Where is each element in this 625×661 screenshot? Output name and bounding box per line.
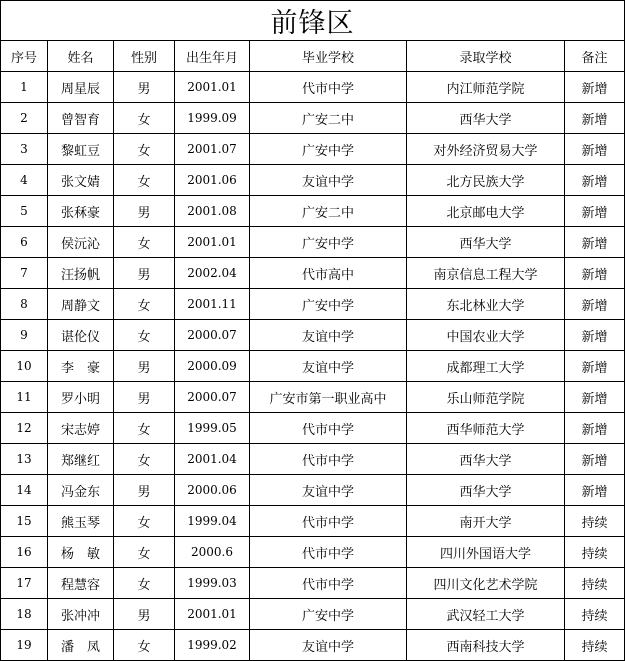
table-row — [1, 630, 625, 661]
cell-name: 侯沅沁 — [48, 227, 114, 258]
cell-graduated-school: 代市中学 — [250, 506, 407, 537]
cell-index: 6 — [1, 227, 48, 258]
cell-remark: 持续 — [565, 537, 625, 568]
table-row — [1, 413, 625, 444]
cell-index: 15 — [1, 506, 48, 537]
cell-gender: 男 — [114, 196, 175, 227]
cell-graduated-school: 友谊中学 — [250, 165, 407, 196]
table-row — [1, 444, 625, 475]
cell-name: 李 豪 — [48, 351, 114, 382]
cell-gender: 男 — [114, 382, 175, 413]
cell-index: 5 — [1, 196, 48, 227]
table-row — [1, 196, 625, 227]
cell-index: 16 — [1, 537, 48, 568]
cell-birth: 2001.01 — [175, 599, 250, 630]
cell-birth: 2000.07 — [175, 320, 250, 351]
cell-name: 汪扬帆 — [48, 258, 114, 289]
table-row — [1, 537, 625, 568]
col-header-graduated-school: 毕业学校 — [250, 41, 407, 72]
cell-admitted-school: 西华大学 — [407, 444, 565, 475]
cell-remark: 新增 — [565, 103, 625, 134]
table-row — [1, 568, 625, 599]
table-row — [1, 103, 625, 134]
cell-remark: 新增 — [565, 134, 625, 165]
cell-gender: 女 — [114, 506, 175, 537]
cell-graduated-school: 代市中学 — [250, 444, 407, 475]
cell-graduated-school: 代市中学 — [250, 537, 407, 568]
table-row — [1, 351, 625, 382]
cell-birth: 2001.04 — [175, 444, 250, 475]
cell-name: 程慧容 — [48, 568, 114, 599]
cell-birth: 2001.11 — [175, 289, 250, 320]
col-header-birth: 出生年月 — [175, 41, 250, 72]
cell-gender: 女 — [114, 444, 175, 475]
cell-index: 11 — [1, 382, 48, 413]
cell-index: 17 — [1, 568, 48, 599]
cell-graduated-school: 友谊中学 — [250, 351, 407, 382]
cell-birth: 2000.07 — [175, 382, 250, 413]
cell-admitted-school: 北京邮电大学 — [407, 196, 565, 227]
cell-name: 潘 凤 — [48, 630, 114, 661]
cell-graduated-school: 代市中学 — [250, 72, 407, 103]
table-row — [1, 165, 625, 196]
cell-admitted-school: 北方民族大学 — [407, 165, 565, 196]
col-header-gender: 性别 — [114, 41, 175, 72]
cell-index: 19 — [1, 630, 48, 661]
cell-remark: 新增 — [565, 72, 625, 103]
cell-admitted-school: 西南科技大学 — [407, 630, 565, 661]
cell-gender: 女 — [114, 413, 175, 444]
cell-graduated-school: 友谊中学 — [250, 630, 407, 661]
cell-remark: 持续 — [565, 599, 625, 630]
cell-admitted-school: 四川文化艺术学院 — [407, 568, 565, 599]
cell-admitted-school: 西华大学 — [407, 475, 565, 506]
cell-name: 罗小明 — [48, 382, 114, 413]
cell-gender: 女 — [114, 537, 175, 568]
cell-index: 12 — [1, 413, 48, 444]
cell-admitted-school: 东北林业大学 — [407, 289, 565, 320]
cell-name: 周星辰 — [48, 72, 114, 103]
cell-index: 2 — [1, 103, 48, 134]
cell-name: 张文婧 — [48, 165, 114, 196]
cell-gender: 女 — [114, 103, 175, 134]
cell-index: 3 — [1, 134, 48, 165]
cell-admitted-school: 四川外国语大学 — [407, 537, 565, 568]
cell-remark: 新增 — [565, 475, 625, 506]
cell-remark: 持续 — [565, 506, 625, 537]
cell-admitted-school: 武汉轻工大学 — [407, 599, 565, 630]
cell-graduated-school: 广安中学 — [250, 134, 407, 165]
cell-gender: 男 — [114, 351, 175, 382]
cell-index: 1 — [1, 72, 48, 103]
header-row — [1, 41, 625, 72]
cell-admitted-school: 西华大学 — [407, 103, 565, 134]
cell-admitted-school: 内江师范学院 — [407, 72, 565, 103]
table-row — [1, 227, 625, 258]
cell-admitted-school: 西华师范大学 — [407, 413, 565, 444]
cell-gender: 女 — [114, 289, 175, 320]
cell-graduated-school: 友谊中学 — [250, 475, 407, 506]
cell-birth: 2001.07 — [175, 134, 250, 165]
cell-name: 熊玉琴 — [48, 506, 114, 537]
cell-birth: 2002.04 — [175, 258, 250, 289]
cell-index: 9 — [1, 320, 48, 351]
table-row — [1, 506, 625, 537]
col-header-remark: 备注 — [565, 41, 625, 72]
cell-birth: 1999.04 — [175, 506, 250, 537]
table-row — [1, 320, 625, 351]
cell-graduated-school: 广安中学 — [250, 599, 407, 630]
cell-remark: 新增 — [565, 413, 625, 444]
cell-graduated-school: 友谊中学 — [250, 320, 407, 351]
cell-index: 7 — [1, 258, 48, 289]
cell-admitted-school: 南开大学 — [407, 506, 565, 537]
cell-remark: 新增 — [565, 351, 625, 382]
cell-graduated-school: 广安中学 — [250, 289, 407, 320]
cell-index: 4 — [1, 165, 48, 196]
cell-index: 10 — [1, 351, 48, 382]
cell-name: 曾智育 — [48, 103, 114, 134]
cell-remark: 新增 — [565, 196, 625, 227]
cell-graduated-school: 广安中学 — [250, 227, 407, 258]
table-row — [1, 134, 625, 165]
cell-admitted-school: 西华大学 — [407, 227, 565, 258]
cell-birth: 1999.02 — [175, 630, 250, 661]
cell-name: 宋志婷 — [48, 413, 114, 444]
cell-graduated-school: 广安市第一职业高中 — [250, 382, 407, 413]
cell-gender: 男 — [114, 72, 175, 103]
cell-gender: 男 — [114, 475, 175, 506]
cell-gender: 男 — [114, 258, 175, 289]
table-row — [1, 599, 625, 630]
cell-name: 郑继红 — [48, 444, 114, 475]
cell-gender: 女 — [114, 630, 175, 661]
cell-remark: 持续 — [565, 568, 625, 599]
cell-gender: 女 — [114, 134, 175, 165]
cell-remark: 新增 — [565, 289, 625, 320]
cell-remark: 新增 — [565, 258, 625, 289]
cell-name: 黎虹豆 — [48, 134, 114, 165]
cell-remark: 新增 — [565, 382, 625, 413]
cell-admitted-school: 乐山师范学院 — [407, 382, 565, 413]
col-header-name: 姓名 — [48, 41, 114, 72]
table-row — [1, 72, 625, 103]
cell-remark: 持续 — [565, 630, 625, 661]
cell-birth: 2001.06 — [175, 165, 250, 196]
cell-admitted-school: 中国农业大学 — [407, 320, 565, 351]
cell-name: 周静文 — [48, 289, 114, 320]
table-row — [1, 382, 625, 413]
cell-graduated-school: 广安二中 — [250, 196, 407, 227]
cell-birth: 2001.01 — [175, 72, 250, 103]
cell-admitted-school: 南京信息工程大学 — [407, 258, 565, 289]
cell-birth: 1999.09 — [175, 103, 250, 134]
cell-birth: 2000.06 — [175, 475, 250, 506]
cell-gender: 男 — [114, 599, 175, 630]
cell-name: 张秝豪 — [48, 196, 114, 227]
cell-birth: 1999.03 — [175, 568, 250, 599]
cell-gender: 女 — [114, 227, 175, 258]
cell-index: 8 — [1, 289, 48, 320]
cell-birth: 1999.05 — [175, 413, 250, 444]
cell-graduated-school: 代市中学 — [250, 568, 407, 599]
cell-birth: 2000.09 — [175, 351, 250, 382]
cell-remark: 新增 — [565, 165, 625, 196]
cell-birth: 2001.08 — [175, 196, 250, 227]
cell-graduated-school: 代市中学 — [250, 413, 407, 444]
col-header-admitted-school: 录取学校 — [407, 41, 565, 72]
cell-admitted-school: 成都理工大学 — [407, 351, 565, 382]
table-row — [1, 475, 625, 506]
table-title: 前锋区 — [1, 1, 625, 41]
cell-index: 14 — [1, 475, 48, 506]
cell-birth: 2001.01 — [175, 227, 250, 258]
cell-gender: 女 — [114, 568, 175, 599]
col-header-index: 序号 — [1, 41, 48, 72]
cell-gender: 女 — [114, 165, 175, 196]
cell-birth: 2000.6 — [175, 537, 250, 568]
cell-graduated-school: 广安二中 — [250, 103, 407, 134]
cell-index: 13 — [1, 444, 48, 475]
cell-name: 谌伦仪 — [48, 320, 114, 351]
table-row — [1, 289, 625, 320]
cell-remark: 新增 — [565, 320, 625, 351]
cell-graduated-school: 代市高中 — [250, 258, 407, 289]
cell-name: 杨 敏 — [48, 537, 114, 568]
cell-name: 张冲冲 — [48, 599, 114, 630]
table-row — [1, 258, 625, 289]
cell-remark: 新增 — [565, 227, 625, 258]
cell-admitted-school: 对外经济贸易大学 — [407, 134, 565, 165]
cell-gender: 女 — [114, 320, 175, 351]
cell-index: 18 — [1, 599, 48, 630]
cell-remark: 新增 — [565, 444, 625, 475]
cell-name: 冯金东 — [48, 475, 114, 506]
